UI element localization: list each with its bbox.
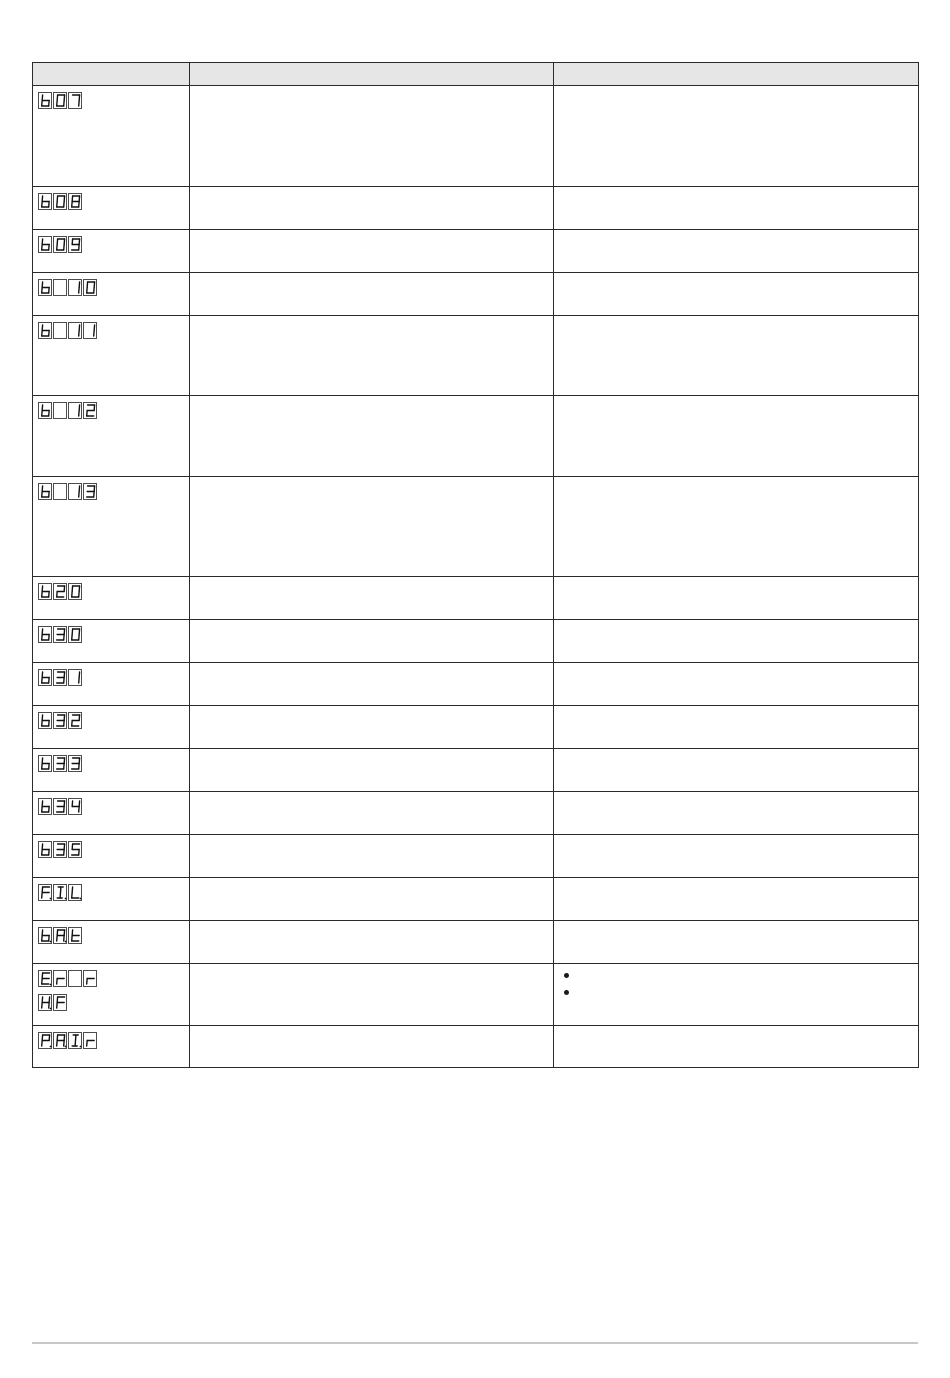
code-cell [33, 792, 190, 835]
segment-display-code [38, 669, 189, 687]
remedy-cell [554, 749, 919, 792]
seven-segment-digit [39, 842, 52, 858]
table-row [33, 477, 919, 577]
seven-segment-digit [39, 280, 52, 296]
table-row [33, 835, 919, 878]
code-cell [33, 187, 190, 230]
seven-segment-digit [54, 995, 67, 1011]
seven-segment-digit [84, 484, 97, 500]
table-row [33, 921, 919, 964]
footer-divider [32, 1342, 918, 1344]
seven-segment-digit [39, 928, 52, 944]
description-cell [190, 835, 554, 878]
description-cell [190, 396, 554, 477]
remedy-cell [554, 964, 919, 1026]
seven-segment-digit [54, 971, 67, 987]
seven-segment-digit [69, 799, 82, 815]
description-cell [190, 749, 554, 792]
seven-segment-digit [69, 627, 82, 643]
seven-segment-digit [69, 928, 82, 944]
code-cell [33, 86, 190, 187]
table-row [33, 577, 919, 620]
remedy-cell [554, 878, 919, 921]
description-cell [190, 1026, 554, 1068]
seven-segment-digit [54, 584, 67, 600]
segment-display-code [38, 322, 189, 340]
description-cell [190, 706, 554, 749]
code-cell [33, 878, 190, 921]
description-cell [190, 316, 554, 396]
remedy-cell [554, 230, 919, 273]
seven-segment-digit [54, 237, 67, 253]
seven-segment-digit [39, 403, 52, 419]
code-cell [33, 1026, 190, 1068]
description-cell [190, 86, 554, 187]
segment-display-code [38, 583, 189, 601]
code-cell [33, 230, 190, 273]
table-row [33, 273, 919, 316]
remedy-cell [554, 663, 919, 706]
seven-segment-digit [39, 1033, 52, 1049]
segment-display-code [38, 193, 189, 211]
seven-segment-digit [54, 928, 67, 944]
remedy-cell [554, 86, 919, 187]
code-cell [33, 964, 190, 1026]
code-cell [33, 477, 190, 577]
seven-segment-digit [54, 323, 67, 339]
description-cell [190, 663, 554, 706]
table-row [33, 663, 919, 706]
segment-display-code [38, 994, 189, 1012]
code-cell [33, 663, 190, 706]
table-row [33, 878, 919, 921]
remedy-cell [554, 577, 919, 620]
seven-segment-digit [39, 885, 52, 901]
seven-segment-digit [39, 756, 52, 772]
remedy-cell [554, 921, 919, 964]
remedy-cell [554, 273, 919, 316]
table-row [33, 396, 919, 477]
segment-display-code [38, 927, 189, 945]
seven-segment-digit [54, 885, 67, 901]
seven-segment-digit [39, 584, 52, 600]
description-cell [190, 230, 554, 273]
code-cell [33, 620, 190, 663]
table-row [33, 86, 919, 187]
seven-segment-digit [54, 1033, 67, 1049]
column-header-remedy [554, 63, 919, 86]
seven-segment-digit [54, 756, 67, 772]
seven-segment-digit [54, 627, 67, 643]
seven-segment-digit [69, 885, 82, 901]
segment-display-code [38, 755, 189, 773]
seven-segment-digit [39, 971, 52, 987]
code-cell [33, 273, 190, 316]
table-row [33, 230, 919, 273]
remedy-cell [554, 316, 919, 396]
seven-segment-digit [54, 194, 67, 210]
seven-segment-digit [54, 799, 67, 815]
seven-segment-digit [39, 237, 52, 253]
segment-display-code [38, 1032, 189, 1050]
table-row [33, 749, 919, 792]
seven-segment-digit [69, 194, 82, 210]
seven-segment-digit [54, 713, 67, 729]
description-cell [190, 792, 554, 835]
seven-segment-digit [84, 323, 97, 339]
code-cell [33, 749, 190, 792]
code-cell [33, 577, 190, 620]
seven-segment-digit [69, 484, 82, 500]
description-cell [190, 273, 554, 316]
table-header-row [33, 63, 919, 86]
segment-display-code [38, 92, 189, 110]
bullet-point [564, 990, 569, 995]
seven-segment-digit [69, 1033, 82, 1049]
seven-segment-digit [54, 403, 67, 419]
table-row [33, 1026, 919, 1068]
code-cell [33, 316, 190, 396]
seven-segment-digit [69, 280, 82, 296]
segment-display-code [38, 402, 189, 420]
seven-segment-digit [39, 484, 52, 500]
segment-display-code [38, 626, 189, 644]
segment-display-code [38, 884, 189, 902]
seven-segment-digit [39, 713, 52, 729]
description-cell [190, 964, 554, 1026]
seven-segment-digit [54, 280, 67, 296]
seven-segment-digit [69, 842, 82, 858]
table-row [33, 620, 919, 663]
seven-segment-digit [84, 1033, 97, 1049]
segment-display-code [38, 483, 189, 501]
seven-segment-digit [39, 799, 52, 815]
seven-segment-digit [69, 670, 82, 686]
description-cell [190, 878, 554, 921]
seven-segment-digit [39, 194, 52, 210]
seven-segment-digit [69, 584, 82, 600]
segment-display-code [38, 841, 189, 859]
seven-segment-digit [69, 323, 82, 339]
table-row [33, 706, 919, 749]
code-cell [33, 706, 190, 749]
segment-display-code [38, 712, 189, 730]
remedy-cell [554, 792, 919, 835]
segment-display-code [38, 279, 189, 297]
remedy-cell [554, 396, 919, 477]
seven-segment-digit [69, 756, 82, 772]
description-cell [190, 577, 554, 620]
description-cell [190, 477, 554, 577]
table-row [33, 187, 919, 230]
description-cell [190, 187, 554, 230]
code-cell [33, 396, 190, 477]
seven-segment-digit [84, 280, 97, 296]
seven-segment-digit [54, 670, 67, 686]
table-row [33, 964, 919, 1026]
seven-segment-digit [54, 484, 67, 500]
seven-segment-digit [84, 971, 97, 987]
code-cell [33, 921, 190, 964]
table-row [33, 316, 919, 396]
segment-display-code [38, 236, 189, 254]
table-row [33, 792, 919, 835]
column-header-code [33, 63, 190, 86]
code-cell [33, 835, 190, 878]
seven-segment-digit [39, 670, 52, 686]
seven-segment-digit [39, 323, 52, 339]
segment-display-code [38, 798, 189, 816]
description-cell [190, 620, 554, 663]
remedy-cell [554, 835, 919, 878]
seven-segment-digit [39, 995, 52, 1011]
seven-segment-digit [69, 971, 82, 987]
segment-display-code [38, 970, 189, 988]
seven-segment-digit [54, 93, 67, 109]
seven-segment-digit [84, 403, 97, 419]
remedy-cell [554, 706, 919, 749]
remedy-cell [554, 620, 919, 663]
column-header-description [190, 63, 554, 86]
seven-segment-digit [69, 713, 82, 729]
description-cell [190, 921, 554, 964]
seven-segment-digit [39, 93, 52, 109]
seven-segment-digit [69, 403, 82, 419]
remedy-cell [554, 477, 919, 577]
bullet-point [564, 973, 569, 978]
seven-segment-digit [69, 93, 82, 109]
remedy-cell [554, 1026, 919, 1068]
error-code-table [32, 62, 919, 1068]
seven-segment-digit [54, 842, 67, 858]
seven-segment-digit [69, 237, 82, 253]
remedy-cell [554, 187, 919, 230]
seven-segment-digit [39, 627, 52, 643]
